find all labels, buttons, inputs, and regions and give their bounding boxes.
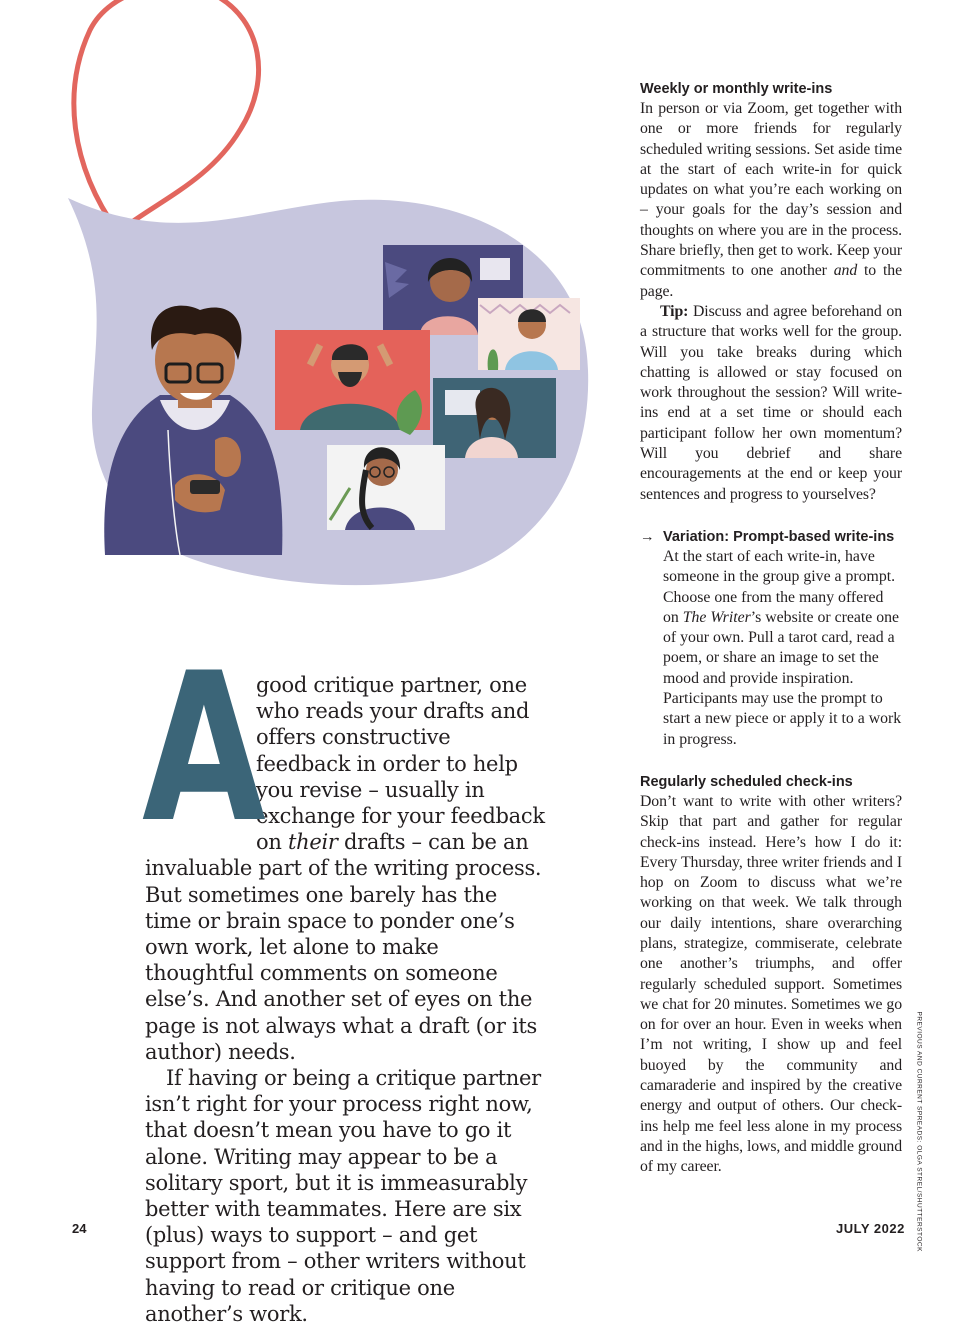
video-call-illustration bbox=[0, 0, 600, 600]
variation-body-end: ’s website or create one of your own. Pull a tarot card, read a poem, or share an image to set the mood and provide inspiration. Participants may use the prompt to start a new piece or apply it to a work in progress. bbox=[663, 608, 902, 748]
tip-body: Discuss and agree beforehand on a structure that works well for the group. Will you take breaks during which chatting is allowed or stay focused on work throughout the session? Will write-ins end at a set time or should each participant follow her own momentum? Will you debrief and share encouragements at the end or keep your sentences and progress to yourselves? bbox=[640, 302, 902, 503]
photo-credit bbox=[913, 1010, 923, 1252]
checkins-heading: Regularly scheduled check-ins bbox=[640, 773, 853, 790]
checkins-section bbox=[640, 772, 902, 1178]
writeins-body-end: to the page. bbox=[640, 262, 902, 300]
speech-bubble-outline bbox=[74, 0, 259, 232]
variation-body bbox=[663, 547, 903, 750]
variation-body-italic: The Writer bbox=[682, 608, 751, 626]
video-tile-right-top bbox=[478, 298, 580, 370]
writeins-body-italic: and bbox=[833, 262, 858, 280]
article-body bbox=[142, 630, 545, 1327]
variation-box bbox=[640, 527, 902, 750]
article-paragraph-1 bbox=[142, 630, 545, 1065]
video-tile-right-mid bbox=[433, 378, 556, 458]
article-paragraph-2: If having or being a critique partner isn’t right for your process right now, that doesn’t mean you have to go it alone. Writing may appear to be a solitary sport, but it is immeasurably better with teammates. Here are six (plus) ways to support – and get support from – other writers without having to read or critique one another’s work. bbox=[145, 1066, 541, 1326]
variation-heading: Variation: Prompt-based write-ins bbox=[663, 528, 895, 545]
variation-header bbox=[640, 527, 902, 547]
arrow-right-icon: → bbox=[640, 528, 655, 545]
variation-body-text: At the start of each write-in, have someone in the group give a prompt. Choose one from the many offered on bbox=[663, 547, 896, 626]
video-tile-bottom bbox=[327, 445, 445, 530]
checkins-body: Don’t want to write with other writers? Skip that part and gather for regular check-ins instead. Here’s how I do it: Every Thursday, three writer friends and I hop on Zoom to discuss what we’re working on that week. We talk through our daily intentions, share overarching plans, strategize, commiserate, celebrate one another’s triumphs, and offer regularly scheduled support. Sometimes we chat for 20 minutes. Sometimes we go on for over an hour. Even in weeks when I’m not writing, I show up and feel buoyed by the community and camaraderie and inspired by the creative energy and output of others. Our check-ins help me feel less alone in my process and in the highs, lows, and middle ground of my career. bbox=[640, 792, 902, 1176]
page-number: 24 bbox=[72, 1221, 87, 1236]
p1-text: good critique partner, one who reads your drafts and offers constructive feedback in order to help you revise – usually in exchange for your feedback on bbox=[256, 673, 545, 855]
photo-credit-text: PREVIOUS AND CURRENT SPREADS: OLGA STREL/SHUTTERSTOCK bbox=[915, 1011, 923, 1252]
p1-italic: their bbox=[287, 830, 338, 855]
writeins-body bbox=[640, 99, 902, 302]
writeins-body-text: In person or via Zoom, get together with one or more friends for regularly scheduled writing sessions. Set aside time at the start of each write-in for quick updates on what you’re each working on – your goals for the day’s session and thoughts on where you are in the process. Share briefly, then get to work. Keep your commitments to one another bbox=[640, 100, 902, 280]
tip-paragraph bbox=[640, 302, 902, 505]
tip-label: Tip: bbox=[660, 302, 689, 320]
issue-date: JULY 2022 bbox=[836, 1221, 905, 1236]
p1-text-end: drafts – can be an invaluable part of the writing process. But sometimes one barely has the time or brain space to ponder one’s own work, let alone to make thoughtful comments on someone else’s. And another set of eyes on the page is not always what a draft (or its author) needs. bbox=[145, 830, 542, 1064]
sidebar-column bbox=[640, 79, 902, 1178]
writeins-heading: Weekly or monthly write-ins bbox=[640, 81, 833, 97]
drop-cap: A bbox=[142, 630, 266, 868]
